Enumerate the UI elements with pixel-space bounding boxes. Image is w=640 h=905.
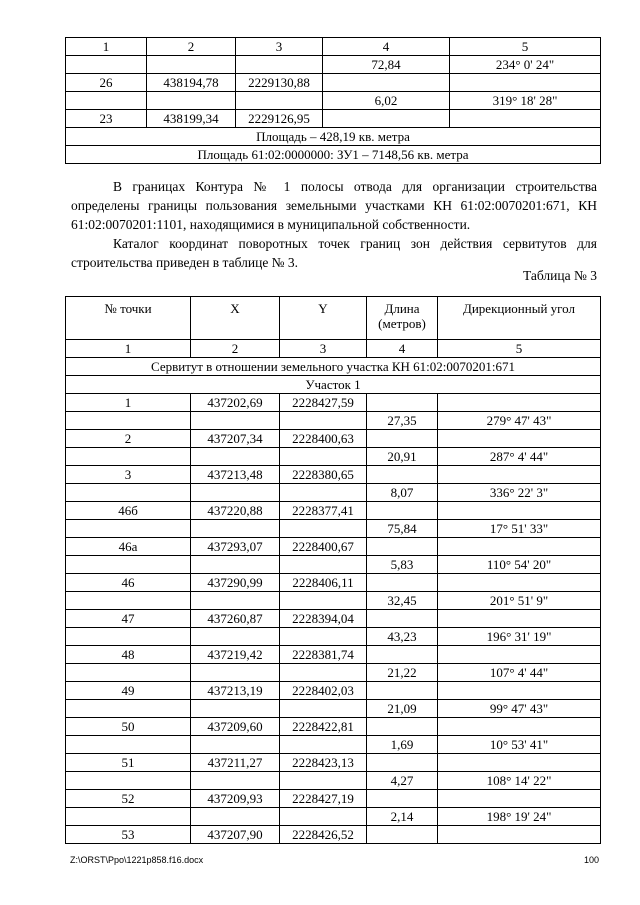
- servitude-title-row: [66, 358, 601, 376]
- table-row: [66, 466, 601, 484]
- table-cell: [236, 56, 323, 74]
- table-cell: 437290,99: [191, 574, 280, 592]
- table-cell: 46: [66, 574, 191, 592]
- table-row: [66, 664, 601, 682]
- table-cell: [66, 484, 191, 502]
- table-cell: 5,83: [367, 556, 438, 574]
- table-cell: 2,14: [367, 808, 438, 826]
- header-cell: № точки: [66, 297, 191, 340]
- table-cell: 3: [66, 466, 191, 484]
- table-row: [66, 448, 601, 466]
- table-caption: Таблица № 3: [523, 268, 597, 283]
- column-index-cell: 5: [450, 38, 601, 56]
- table-cell: 49: [66, 682, 191, 700]
- table-cell: 201° 51' 9": [438, 592, 601, 610]
- table-cell: 437202,69: [191, 394, 280, 412]
- table-cell: [66, 412, 191, 430]
- total-area-row-cell: Площадь 61:02:0000000: ЗУ1 – 7148,56 кв. метра: [66, 146, 601, 164]
- table-cell: 51: [66, 754, 191, 772]
- table-cell: 72,84: [323, 56, 450, 74]
- column-index-cell: 4: [323, 38, 450, 56]
- table-cell: [191, 628, 280, 646]
- area-row-cell: Площадь – 428,19 кв. метра: [66, 128, 601, 146]
- table-cell: [367, 682, 438, 700]
- table-cell: [323, 74, 450, 92]
- table-cell: 2228422,81: [280, 718, 367, 736]
- table-cell: 108° 14' 22": [438, 772, 601, 790]
- table-row: [66, 754, 601, 772]
- table-cell: [280, 772, 367, 790]
- table-cell: [66, 92, 147, 110]
- table-cell: 48: [66, 646, 191, 664]
- section-title-row-cell: Участок 1: [66, 376, 601, 394]
- table-cell: 1,69: [367, 736, 438, 754]
- header-cell: Дирекционный угол: [438, 297, 601, 340]
- table-cell: [280, 628, 367, 646]
- header-cell: Y: [280, 297, 367, 340]
- table-cell: 438199,34: [147, 110, 236, 128]
- table-cell: [438, 682, 601, 700]
- table-cell: [191, 664, 280, 682]
- table-cell: [66, 556, 191, 574]
- table-cell: [191, 448, 280, 466]
- table-cell: [280, 808, 367, 826]
- table-cell: [147, 92, 236, 110]
- table-row: [66, 574, 601, 592]
- table-cell: 2228406,11: [280, 574, 367, 592]
- table-cell: [367, 826, 438, 844]
- table-row: [66, 808, 601, 826]
- table-cell: 336° 22' 3": [438, 484, 601, 502]
- table-row: [66, 556, 601, 574]
- table-cell: 287° 4' 44": [438, 448, 601, 466]
- footer-file-path: Z:\ORST\Ppo\1221p858.f16.docx: [70, 855, 204, 865]
- table-cell: 75,84: [367, 520, 438, 538]
- section-title-row: [66, 376, 601, 394]
- table-cell: [191, 736, 280, 754]
- table-cell: 1: [66, 394, 191, 412]
- table-cell: 26: [66, 74, 147, 92]
- table-row: [66, 826, 601, 844]
- table-cell: 2228426,52: [280, 826, 367, 844]
- table-cell: [438, 538, 601, 556]
- column-index-cell: 2: [147, 38, 236, 56]
- table-cell: 437260,87: [191, 610, 280, 628]
- table-cell: [450, 74, 601, 92]
- table-row: [66, 56, 601, 74]
- table-cell: 46а: [66, 538, 191, 556]
- table-cell: 10° 53' 41": [438, 736, 601, 754]
- table-cell: [438, 430, 601, 448]
- header-row: [66, 297, 601, 340]
- table-cell: [191, 412, 280, 430]
- table-cell: [323, 110, 450, 128]
- table-cell: 2228380,65: [280, 466, 367, 484]
- table-cell: 47: [66, 610, 191, 628]
- header-cell: X: [191, 297, 280, 340]
- table-cell: 437213,19: [191, 682, 280, 700]
- table-row: [66, 484, 601, 502]
- table-cell: [438, 826, 601, 844]
- area-row: [66, 128, 601, 146]
- table-cell: [280, 592, 367, 610]
- total-area-row: [66, 146, 601, 164]
- column-index-cell: 5: [438, 340, 601, 358]
- table-cell: 2229126,95: [236, 110, 323, 128]
- table-cell: 46б: [66, 502, 191, 520]
- table-cell: [66, 56, 147, 74]
- table-row: [66, 646, 601, 664]
- paragraph-1: В границах Контура № 1 полосы отвода для организации строительства определены границы пользования земельными участками КН 61:02:0070201:671, КН 61:02:0070201:1101, находящимися в муниципальной собственности.: [71, 179, 597, 232]
- table-cell: [280, 664, 367, 682]
- table-row: [66, 538, 601, 556]
- table-cell: [367, 430, 438, 448]
- table-cell: [191, 808, 280, 826]
- table-cell: [191, 700, 280, 718]
- table-cell: [66, 520, 191, 538]
- table-cell: [367, 646, 438, 664]
- table-cell: [66, 628, 191, 646]
- table-cell: 437220,88: [191, 502, 280, 520]
- table-cell: 17° 51' 33": [438, 520, 601, 538]
- table-cell: [191, 592, 280, 610]
- table-cell: [438, 790, 601, 808]
- table-cell: [191, 556, 280, 574]
- table-cell: 52: [66, 790, 191, 808]
- table-cell: 99° 47' 43": [438, 700, 601, 718]
- table-cell: 32,45: [367, 592, 438, 610]
- column-index-cell: 4: [367, 340, 438, 358]
- table-cell: 43,23: [367, 628, 438, 646]
- table-row: [66, 682, 601, 700]
- table-cell: 6,02: [323, 92, 450, 110]
- table-row: [66, 74, 601, 92]
- column-index-row: [66, 340, 601, 358]
- table-cell: 234° 0' 24": [450, 56, 601, 74]
- table-cell: 21,09: [367, 700, 438, 718]
- table-cell: 50: [66, 718, 191, 736]
- table-row: [66, 394, 601, 412]
- body-text: [71, 177, 597, 272]
- table-cell: [280, 736, 367, 754]
- table-cell: [236, 92, 323, 110]
- table-cell: [438, 574, 601, 592]
- table-cell: [438, 394, 601, 412]
- table-cell: 437213,48: [191, 466, 280, 484]
- table-cell: [66, 808, 191, 826]
- table-cell: [438, 502, 601, 520]
- table-row: [66, 430, 601, 448]
- table-cell: 279° 47' 43": [438, 412, 601, 430]
- table-row: [66, 772, 601, 790]
- table-cell: 2228423,13: [280, 754, 367, 772]
- column-index-cell: 3: [280, 340, 367, 358]
- table-cell: 23: [66, 110, 147, 128]
- table-cell: 438194,78: [147, 74, 236, 92]
- table-cell: 2228400,63: [280, 430, 367, 448]
- column-index-cell: 1: [66, 340, 191, 358]
- table-cell: [438, 466, 601, 484]
- column-index-cell: 1: [66, 38, 147, 56]
- footer-page-number: 100: [584, 855, 600, 865]
- table-row: [66, 502, 601, 520]
- table-cell: [367, 718, 438, 736]
- table-row: [66, 736, 601, 754]
- table-cell: [66, 736, 191, 754]
- servitude-title-row-cell: Сервитут в отношении земельного участка КН 61:02:0070201:671: [66, 358, 601, 376]
- table-cell: [147, 56, 236, 74]
- table-cell: 2229130,88: [236, 74, 323, 92]
- table-cell: 437209,93: [191, 790, 280, 808]
- column-index-row: [66, 38, 601, 56]
- table-cell: 2228394,04: [280, 610, 367, 628]
- table-cell: 437293,07: [191, 538, 280, 556]
- servitude-coordinates-table: [65, 296, 601, 844]
- table-row: [66, 790, 601, 808]
- table-cell: 437207,90: [191, 826, 280, 844]
- table-cell: [367, 538, 438, 556]
- table-cell: [450, 110, 601, 128]
- table-row: [66, 592, 601, 610]
- table-cell: [367, 574, 438, 592]
- paragraph-2: Каталог координат поворотных точек границ зон действия сервитутов для строительства приведен в таблице № 3.: [71, 236, 597, 270]
- table-row: [66, 92, 601, 110]
- table-cell: 53: [66, 826, 191, 844]
- table-cell: [438, 610, 601, 628]
- table-cell: 2: [66, 430, 191, 448]
- table-cell: 196° 31' 19": [438, 628, 601, 646]
- table-cell: [367, 466, 438, 484]
- table-row: [66, 628, 601, 646]
- table-cell: 2228400,67: [280, 538, 367, 556]
- table-cell: [367, 394, 438, 412]
- table-cell: [280, 448, 367, 466]
- table-cell: [66, 772, 191, 790]
- table-cell: 21,22: [367, 664, 438, 682]
- table-cell: [66, 448, 191, 466]
- table-cell: [66, 700, 191, 718]
- table-cell: 107° 4' 44": [438, 664, 601, 682]
- table-cell: 437207,34: [191, 430, 280, 448]
- table-row: [66, 520, 601, 538]
- column-index-cell: 3: [236, 38, 323, 56]
- table-cell: 319° 18' 28": [450, 92, 601, 110]
- column-index-cell: 2: [191, 340, 280, 358]
- table-cell: 27,35: [367, 412, 438, 430]
- header-cell: Длина (метров): [367, 297, 438, 340]
- table-cell: [280, 556, 367, 574]
- table-cell: 4,27: [367, 772, 438, 790]
- table-cell: [438, 754, 601, 772]
- table-cell: 2228402,03: [280, 682, 367, 700]
- table-cell: 2228381,74: [280, 646, 367, 664]
- table-cell: [191, 772, 280, 790]
- table-cell: 2228427,19: [280, 790, 367, 808]
- table-cell: [367, 754, 438, 772]
- table-cell: 437211,27: [191, 754, 280, 772]
- table-cell: 198° 19' 24": [438, 808, 601, 826]
- table-cell: 110° 54' 20": [438, 556, 601, 574]
- table-cell: [280, 412, 367, 430]
- table-cell: 437219,42: [191, 646, 280, 664]
- table-row: [66, 412, 601, 430]
- table-cell: [280, 484, 367, 502]
- table-cell: 2228377,41: [280, 502, 367, 520]
- table-cell: 20,91: [367, 448, 438, 466]
- table-cell: [438, 718, 601, 736]
- table-cell: 8,07: [367, 484, 438, 502]
- table-row: [66, 110, 601, 128]
- table-cell: [367, 790, 438, 808]
- table-row: [66, 700, 601, 718]
- table-cell: 437209,60: [191, 718, 280, 736]
- table-cell: [280, 520, 367, 538]
- table-cell: 2228427,59: [280, 394, 367, 412]
- table-cell: [191, 484, 280, 502]
- table-row: [66, 718, 601, 736]
- table-cell: [66, 592, 191, 610]
- table-cell: [367, 502, 438, 520]
- top-coordinates-table: [65, 37, 601, 164]
- table-cell: [367, 610, 438, 628]
- table-row: [66, 610, 601, 628]
- table-cell: [438, 646, 601, 664]
- table-cell: [280, 700, 367, 718]
- table-cell: [66, 664, 191, 682]
- table-cell: [191, 520, 280, 538]
